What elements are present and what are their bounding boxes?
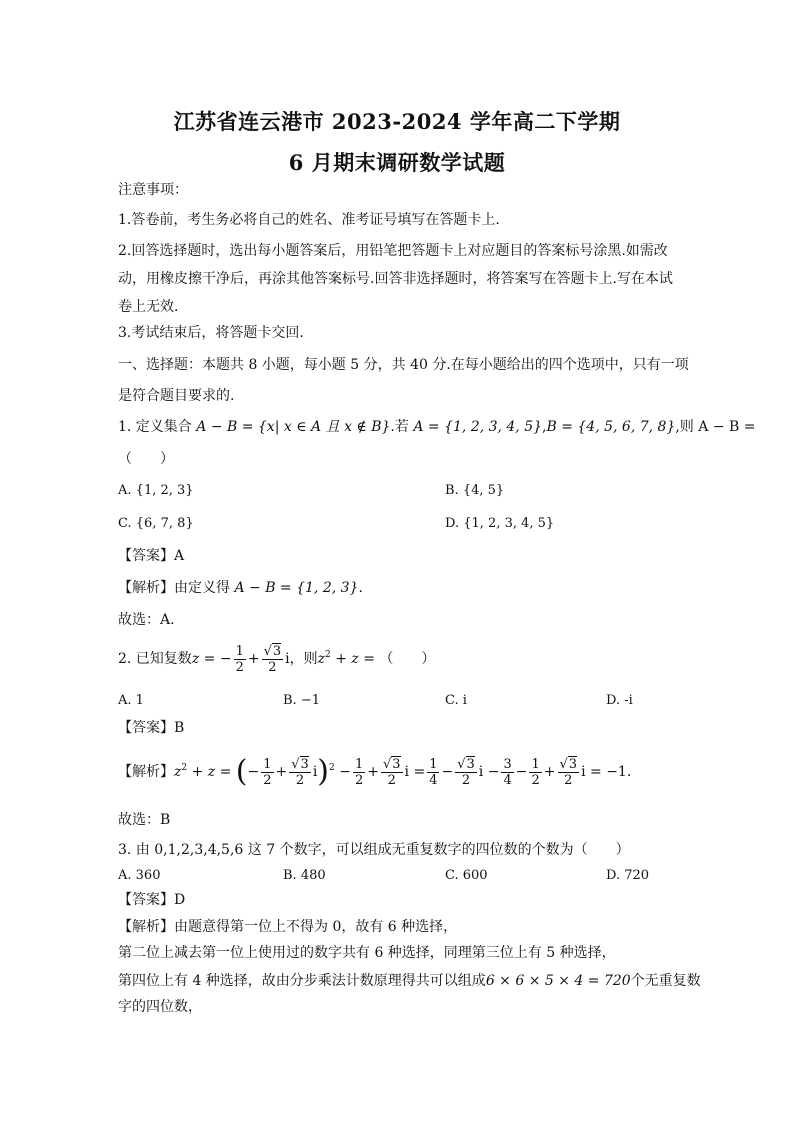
q2-expr: z — [317, 651, 326, 667]
q1-analysis-end: . — [358, 580, 363, 596]
section-1-heading-a: 一、选择题：本题共 8 小题，每小题 5 分，共 40 分.在每小题给出的四个选项中，只有一项 — [118, 357, 689, 373]
q1-option-c-value: {6, 7, 8} — [135, 516, 194, 531]
q3-analysis-line-1 — [118, 917, 457, 937]
q3-analysis-label: 【解析】 — [118, 919, 174, 935]
q2-mid: ，则 — [289, 651, 318, 667]
q3-analysis-l3a: 第四位上有 4 种选择，故由分步乘法计数原理得共可以组成 — [118, 973, 486, 989]
q1-option-b-value: {4, 5} — [462, 483, 505, 498]
q1-option-a — [118, 481, 194, 501]
q3-option-c: C. 600 — [445, 868, 488, 883]
q1-comma: , — [542, 419, 547, 435]
q1-analysis — [118, 578, 363, 598]
q3-option-b: B. 480 — [283, 868, 326, 883]
q3-suffix: 这 7 个数字，可以组成无重复数字的四位数的个数为（ ） — [247, 842, 630, 858]
q2-result: = −1. — [590, 764, 632, 780]
q2-paren: （ ） — [379, 651, 436, 667]
fraction-root3-over-2: $\frac{√3}{2}$ — [263, 643, 282, 675]
q1-analysis-text: 由定义得 — [174, 580, 230, 596]
question-2-stem: 2. 已知复数z = − $\frac{1}{2}$ + $\frac{√3}{2}$ i，则$z^2 + z$ = （ ） — [118, 643, 436, 675]
q1-option-c — [118, 514, 194, 534]
q1-answer: 【答案】A — [118, 548, 185, 564]
q1-option-d-value: {1, 2, 3, 4, 5} — [463, 516, 555, 531]
q3-answer: 【答案】D — [118, 892, 186, 908]
q2-option-a: A. 1 — [118, 693, 144, 708]
note-3: 3.考试结束后，将答题卡交回. — [118, 325, 304, 341]
q2-plus: + — [247, 651, 260, 667]
q2-i: i — [285, 651, 290, 667]
q3-analysis-l3-math: 6 × 6 × 5 × 4 = 720 — [485, 973, 631, 989]
q1-option-a-value: {1, 2, 3} — [135, 483, 194, 498]
q1-conclusion: 故选：A. — [118, 612, 175, 628]
title-line-2: 6 月期末调研数学试题 — [288, 150, 506, 175]
q2-option-b: B. −1 — [283, 693, 320, 708]
q2-prefix: 2. 已知复数 — [118, 651, 192, 667]
q1-analysis-label: 【解析】 — [118, 580, 174, 596]
q3-analysis-l3b: 个无重复数 — [630, 973, 701, 989]
q1-option-d — [445, 514, 554, 534]
note-2-line-c: 卷上无效. — [118, 299, 179, 315]
q2-option-c: C. i — [445, 693, 467, 708]
q1-paren: （ ） — [118, 451, 174, 467]
note-1: 1.答卷前，考生务必将自己的姓名、准考证号填写在答题卡上. — [118, 212, 500, 228]
q3-option-a: A. 360 — [118, 868, 161, 883]
notes-heading: 注意事项： — [118, 182, 188, 198]
q2-conclusion: 故选：B — [118, 812, 171, 828]
fraction-one-half: $\frac{1}{2}$ — [235, 643, 244, 675]
q1-option-d-label: D. — [445, 516, 460, 531]
q2-expr2: + z = — [335, 651, 375, 667]
q1-option-b — [445, 481, 504, 501]
question-1-stem — [118, 417, 755, 437]
q2-analysis: 【解析】$z^2 + z$ = (− $\frac{1}{2}$ + $\frac{√3}{2}$ i)$^2$ − $\frac{1}{2}$ + $\frac{√3}{2}$ i = $\frac{1}{4}$ − $\frac{√3}{2}$ i − $\frac{3}{4}$ − $\frac{1}{2}$ + $\frac{√3}{2}$ i = −1. — [118, 754, 632, 789]
q2-option-d: D. -i — [606, 693, 633, 708]
q3-analysis-line-3 — [118, 971, 701, 991]
q1-option-a-label: A. — [118, 483, 132, 498]
q1-set-definition: A − B = {x| x ∈ A 且 x ∉ B} — [196, 419, 391, 435]
q3-analysis-line-2: 第二位上减去第一位上使用过的数字共有 6 种选择，同理第三位上有 5 种选择， — [118, 945, 616, 961]
q1-set-b: B = {4, 5, 6, 7, 8} — [546, 419, 676, 435]
section-1-heading-b: 是符合题目要求的. — [118, 388, 235, 404]
note-2-line-b: 动，用橡皮擦干净后，再涂其他答案标号.回答非选择题时，将答案写在答题卡上.写在本试 — [118, 271, 673, 287]
q3-option-d: D. 720 — [606, 868, 650, 883]
q1-analysis-math: A − B = {1, 2, 3} — [234, 580, 359, 596]
q2-z-eq: z = − — [191, 651, 232, 667]
note-2-line-a: 2.回答选择题时，选出每小题答案后，用铅笔把答题卡上对应题目的答案标号涂黑.如需改 — [118, 243, 668, 259]
q3-analysis-line-4: 字的四位数， — [118, 999, 202, 1015]
q2-answer: 【答案】B — [118, 720, 185, 736]
title-line-1: 江苏省连云港市 2023-2024 学年高二下学期 — [173, 109, 621, 134]
q1-mid: .若 — [390, 419, 409, 435]
q1-set-a: A = {1, 2, 3, 4, 5} — [413, 419, 543, 435]
question-3-stem — [118, 840, 630, 860]
q3-analysis-l1: 由题意得第一位上不得为 0，故有 6 种选择， — [174, 919, 458, 935]
q1-suffix: ,则 A − B = — [675, 419, 756, 435]
q1-option-b-label: B. — [445, 483, 459, 498]
q1-prefix: 1. 定义集合 — [118, 419, 192, 435]
q3-digits: 0,1,2,3,4,5,6 — [154, 842, 244, 858]
q2-analysis-label: 【解析】 — [118, 764, 174, 780]
q1-option-c-label: C. — [118, 516, 132, 531]
q3-prefix: 3. 由 — [118, 842, 150, 858]
